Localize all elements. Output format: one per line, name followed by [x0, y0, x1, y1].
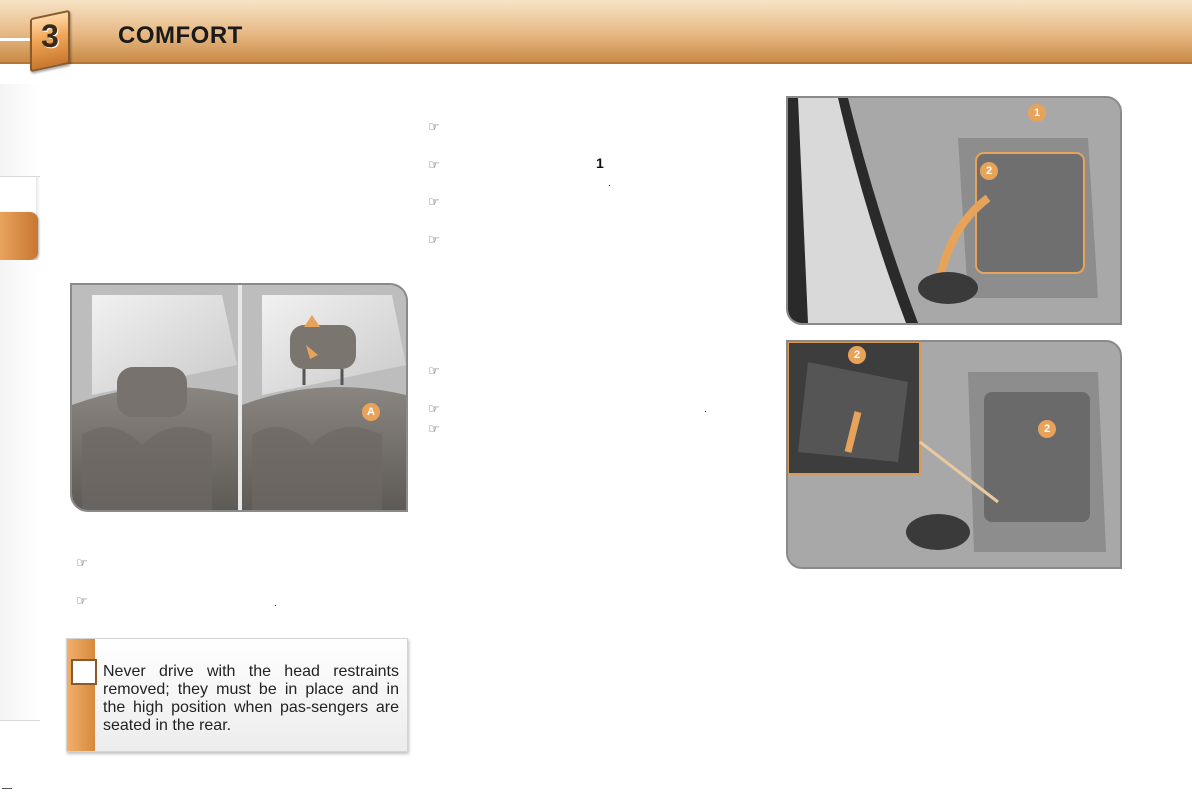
side-tab-8[interactable] — [0, 444, 40, 491]
side-tab-13[interactable] — [0, 674, 40, 721]
page-corner-mark — [2, 788, 12, 789]
seat-back-top-illustration — [786, 96, 1122, 325]
side-tab-2[interactable] — [0, 130, 40, 177]
side-tab-10[interactable] — [0, 536, 40, 583]
pointing-hand-icon: ☞ — [428, 233, 440, 248]
side-tab-9[interactable] — [0, 490, 40, 537]
marker-a: A — [362, 403, 380, 421]
period-mark: . — [608, 178, 611, 189]
side-tab-11[interactable] — [0, 582, 40, 629]
marker-2: 2 — [980, 162, 998, 180]
pointing-hand-icon: ☞ — [428, 364, 440, 379]
pointing-hand-icon: ☞ — [428, 158, 440, 173]
period-mark: . — [274, 598, 277, 609]
pointing-hand-icon: ☞ — [428, 195, 440, 210]
header-divider-line — [0, 38, 34, 41]
pointing-hand-icon: ☞ — [428, 402, 440, 417]
side-tab-1[interactable] — [0, 84, 40, 131]
marker-2-inset: 2 — [848, 346, 866, 364]
reference-number-1: 1 — [596, 155, 604, 171]
rear-headrest-illustration — [70, 283, 408, 512]
side-tab-strip — [0, 84, 40, 712]
chapter-number: 3 — [41, 18, 59, 54]
side-tab-12[interactable] — [0, 628, 40, 675]
side-tab-6[interactable] — [0, 352, 40, 399]
side-tab-7[interactable] — [0, 398, 40, 445]
pointing-hand-icon: ☞ — [428, 120, 440, 135]
warning-square-icon — [71, 659, 97, 685]
side-tab-4[interactable] — [0, 260, 40, 307]
pointing-hand-icon: ☞ — [76, 556, 88, 571]
period-mark: . — [704, 404, 707, 415]
side-tab-5[interactable] — [0, 306, 40, 353]
seat-back-detail-illustration — [786, 340, 1122, 569]
marker-1: 1 — [1028, 104, 1046, 122]
chapter-title: COMFORT — [118, 22, 243, 49]
warning-stripe — [67, 639, 95, 751]
warning-text: Never drive with the head restraints removed; they must be in place and in the high position when pas-sengers are seated in the rear. — [103, 663, 399, 734]
pointing-hand-icon: ☞ — [428, 422, 440, 437]
warning-box — [66, 638, 408, 752]
side-tab-active[interactable] — [0, 212, 38, 260]
marker-2-seat: 2 — [1038, 420, 1056, 438]
pointing-hand-icon: ☞ — [76, 594, 88, 609]
